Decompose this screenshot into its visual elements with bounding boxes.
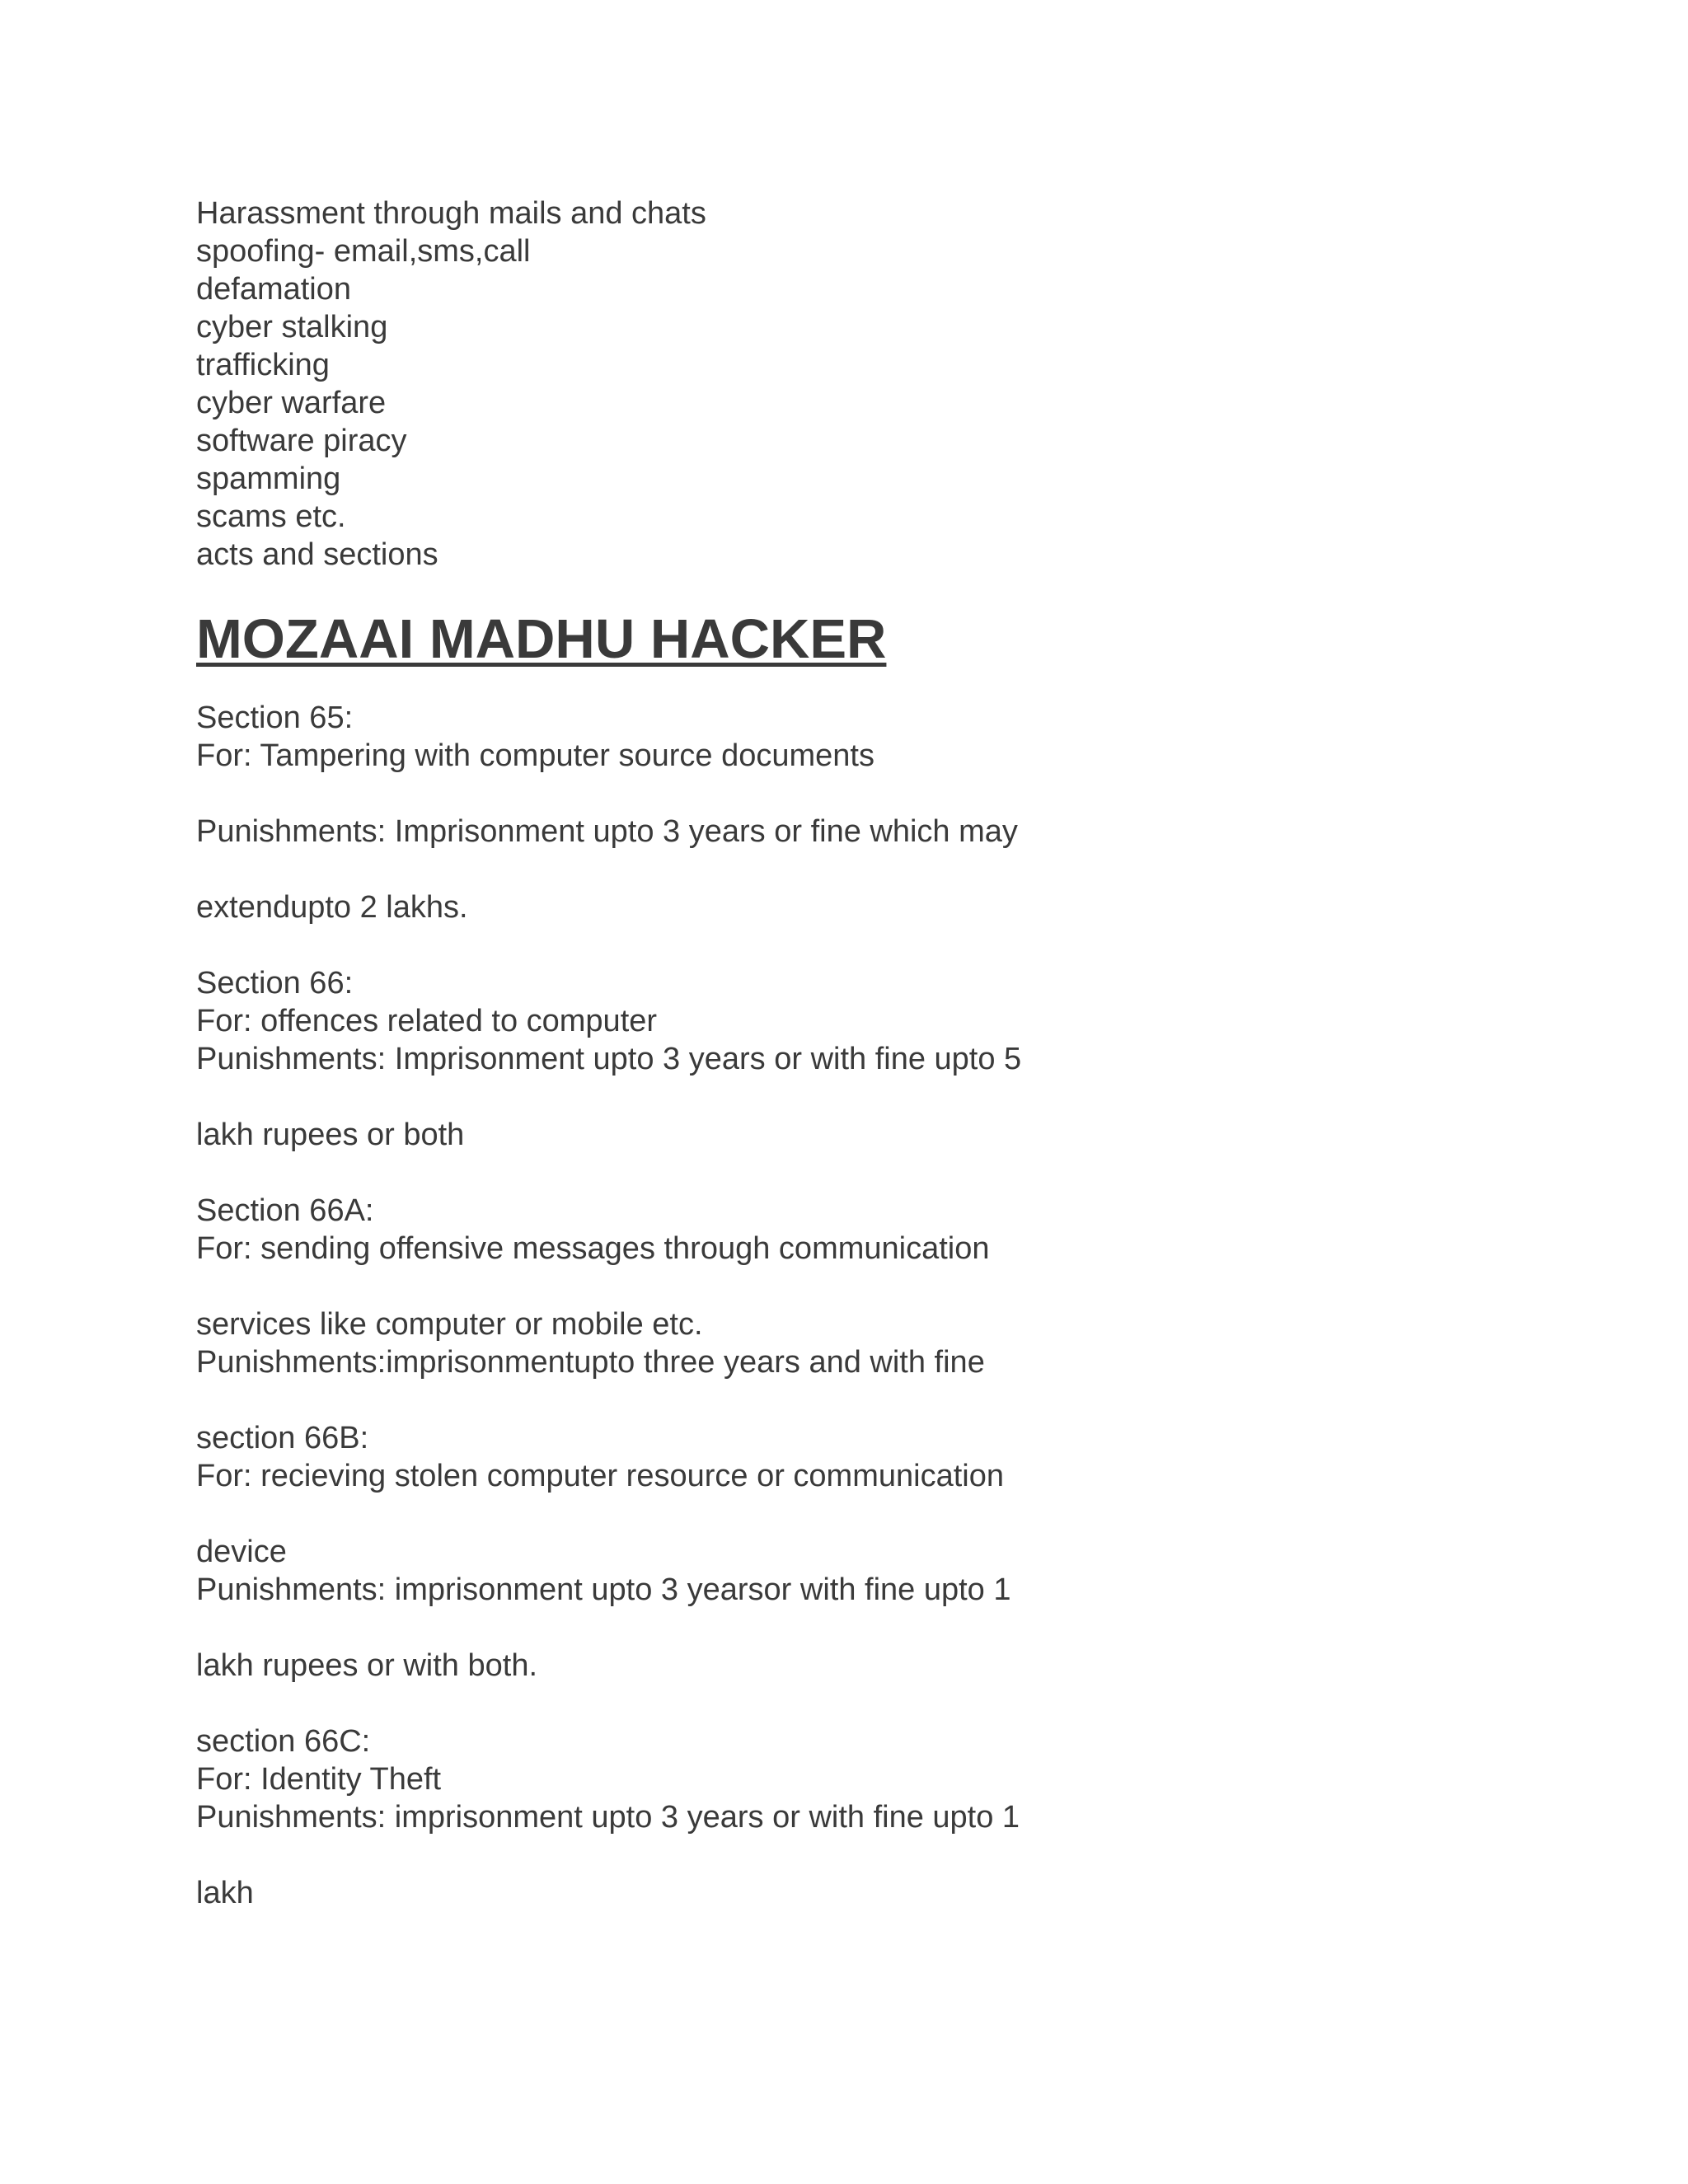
document-page (196, 194, 1515, 1912)
section-for: For: offences related to computer (196, 1004, 658, 1038)
section-title: section 66C: (196, 1724, 371, 1759)
section-title: section 66B: (196, 1421, 369, 1455)
section-punishment: Punishments: Imprisonment upto 3 years or with fine upto 5 (196, 1042, 1022, 1076)
section-66b (196, 1419, 1515, 1722)
section-65 (196, 699, 1515, 964)
section-punishment-cont: lakh rupees or with both. (196, 1648, 538, 1683)
topic-item: Harassment through mails and chats (196, 196, 706, 231)
spacer (196, 775, 1515, 813)
section-for-cont: services like computer or mobile etc. (196, 1307, 703, 1342)
spacer (196, 926, 1515, 964)
section-for: For: sending offensive messages through communication (196, 1231, 990, 1266)
topic-item: trafficking (196, 348, 330, 382)
spacer (196, 1609, 1515, 1647)
section-for-cont: device (196, 1535, 287, 1569)
section-66a (196, 1192, 1515, 1419)
spacer (196, 1268, 1515, 1305)
topic-item: spamming (196, 462, 341, 496)
section-for: For: recieving stolen computer resource or communication (196, 1459, 1004, 1493)
section-title: Section 66: (196, 966, 354, 1001)
section-punishment: Punishments: imprisonment upto 3 yearsor with fine upto 1 (196, 1572, 1011, 1607)
topic-item: defamation (196, 272, 352, 307)
page-heading: MOZAAI MADHU HACKER (196, 608, 887, 670)
section-punishment: Punishments: imprisonment upto 3 years or with fine upto 1 (196, 1800, 1020, 1835)
section-punishment-cont: extendupto 2 lakhs. (196, 890, 468, 925)
section-punishment: Punishments: Imprisonment upto 3 years or fine which may (196, 814, 1018, 849)
spacer (196, 1078, 1515, 1116)
topic-item: scams etc. (196, 499, 346, 534)
section-for: For: Tampering with computer source documents (196, 738, 874, 773)
section-punishment: Punishments:imprisonmentupto three years and with fine (196, 1345, 985, 1380)
section-66c (196, 1722, 1515, 1912)
spacer (196, 1495, 1515, 1533)
section-title: Section 66A: (196, 1193, 374, 1228)
spacer (196, 1154, 1515, 1192)
section-punishment-cont: lakh rupees or both (196, 1118, 465, 1152)
topic-list (196, 194, 1515, 574)
section-punishment-cont: lakh (196, 1876, 254, 1910)
topic-item: cyber warfare (196, 386, 387, 420)
topic-item: spoofing- email,sms,call (196, 234, 531, 269)
section-for: For: Identity Theft (196, 1762, 442, 1797)
spacer (196, 1685, 1515, 1722)
topic-item: acts and sections (196, 537, 438, 572)
spacer (196, 1836, 1515, 1874)
topic-item: software piracy (196, 424, 407, 458)
topic-item: cyber stalking (196, 310, 388, 344)
section-66 (196, 964, 1515, 1192)
spacer (196, 1381, 1515, 1419)
spacer (196, 851, 1515, 888)
section-title: Section 65: (196, 701, 354, 735)
